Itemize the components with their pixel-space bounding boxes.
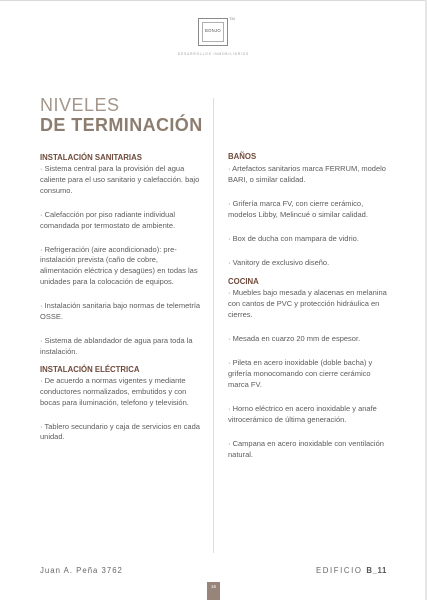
page-title-line1: NIVELES <box>40 95 120 115</box>
brand-logo <box>198 18 228 46</box>
list-item: · Sistema de ablandador de agua para toda la instalación. <box>40 335 193 356</box>
top-edge-line <box>0 0 427 1</box>
logo-trademark: TM <box>229 16 235 21</box>
list-item: · Vanitory de exclusivo diseño. <box>228 257 330 267</box>
list-item: · Muebles bajo mesada y alacenas en melanina con cantos de PVC y protección hidráulica en cierres. <box>228 288 387 320</box>
list-item: · Sistema central para la provisión del agua caliente para el uso sanitario y calefacción. bajo consumo. <box>40 164 200 195</box>
list-item: · Mesada en cuarzo 20 mm de espesor. <box>228 334 361 344</box>
footer-building <box>316 566 387 575</box>
section-heading-sanitary: INSTALACIÓN SANITARIAS <box>40 153 142 162</box>
column-divider <box>213 98 214 553</box>
page-number-tab: 16 <box>207 582 220 600</box>
list-item: · Instalación sanitaria bajo normas de telemetría OSSE. <box>40 301 201 322</box>
section-heading-electrical: INSTALACIÓN ELÉCTRICA <box>40 364 140 374</box>
list-item: · Tablero secundario y caja de servicios en cada unidad. <box>40 421 200 442</box>
footer-address: Juan A. Peña 3762 <box>40 566 123 575</box>
footer-building-id: B_11 <box>366 566 387 575</box>
list-item: · Refrigeración (aire acondicionado): pre-instalación prevista (caño de cobre, alimentación eléctrica y desagües) en todas las unidades para la colocación de equipos. <box>40 244 198 287</box>
logo-text: BONJO <box>205 28 221 33</box>
list-item: · Artefactos sanitarios marca FERRUM, modelo BARI, o similar calidad. <box>228 164 386 184</box>
list-item: · Calefacción por piso radiante individual comandada por termostato de ambiente. <box>40 209 176 230</box>
list-item: · Campana en acero inoxidable con ventilación natural. <box>228 438 384 459</box>
list-item: · Pileta en acero inoxidable (doble bacha) y grifería monocomando con cierre cerámico marca FV. <box>228 358 373 389</box>
page-title-line2: DE TERMINACIÓN <box>40 115 203 135</box>
left-column <box>40 152 202 443</box>
footer-building-label: EDIFICIO <box>316 566 363 575</box>
section-heading-baths: BAÑOS <box>228 152 257 161</box>
list-item: · Grifería marca FV, con cierre cerámico, modelos Libby, Melincué o similar calidad. <box>228 198 368 219</box>
brand-tagline: DESARROLLOS INMOBILIARIOS <box>177 52 250 56</box>
list-item: · De acuerdo a normas vigentes y mediante conductores normalizados, embutidos y con bocas para iluminación, telefono y televisión. <box>40 375 189 407</box>
right-column <box>228 151 390 460</box>
section-heading-kitchen: COCINA <box>228 277 259 287</box>
list-item: · Horno eléctrico en acero inoxidable y anafe vitrocerámico de última generación. <box>228 403 377 424</box>
list-item: · Box de ducha con mampara de vidrio. <box>228 233 359 243</box>
